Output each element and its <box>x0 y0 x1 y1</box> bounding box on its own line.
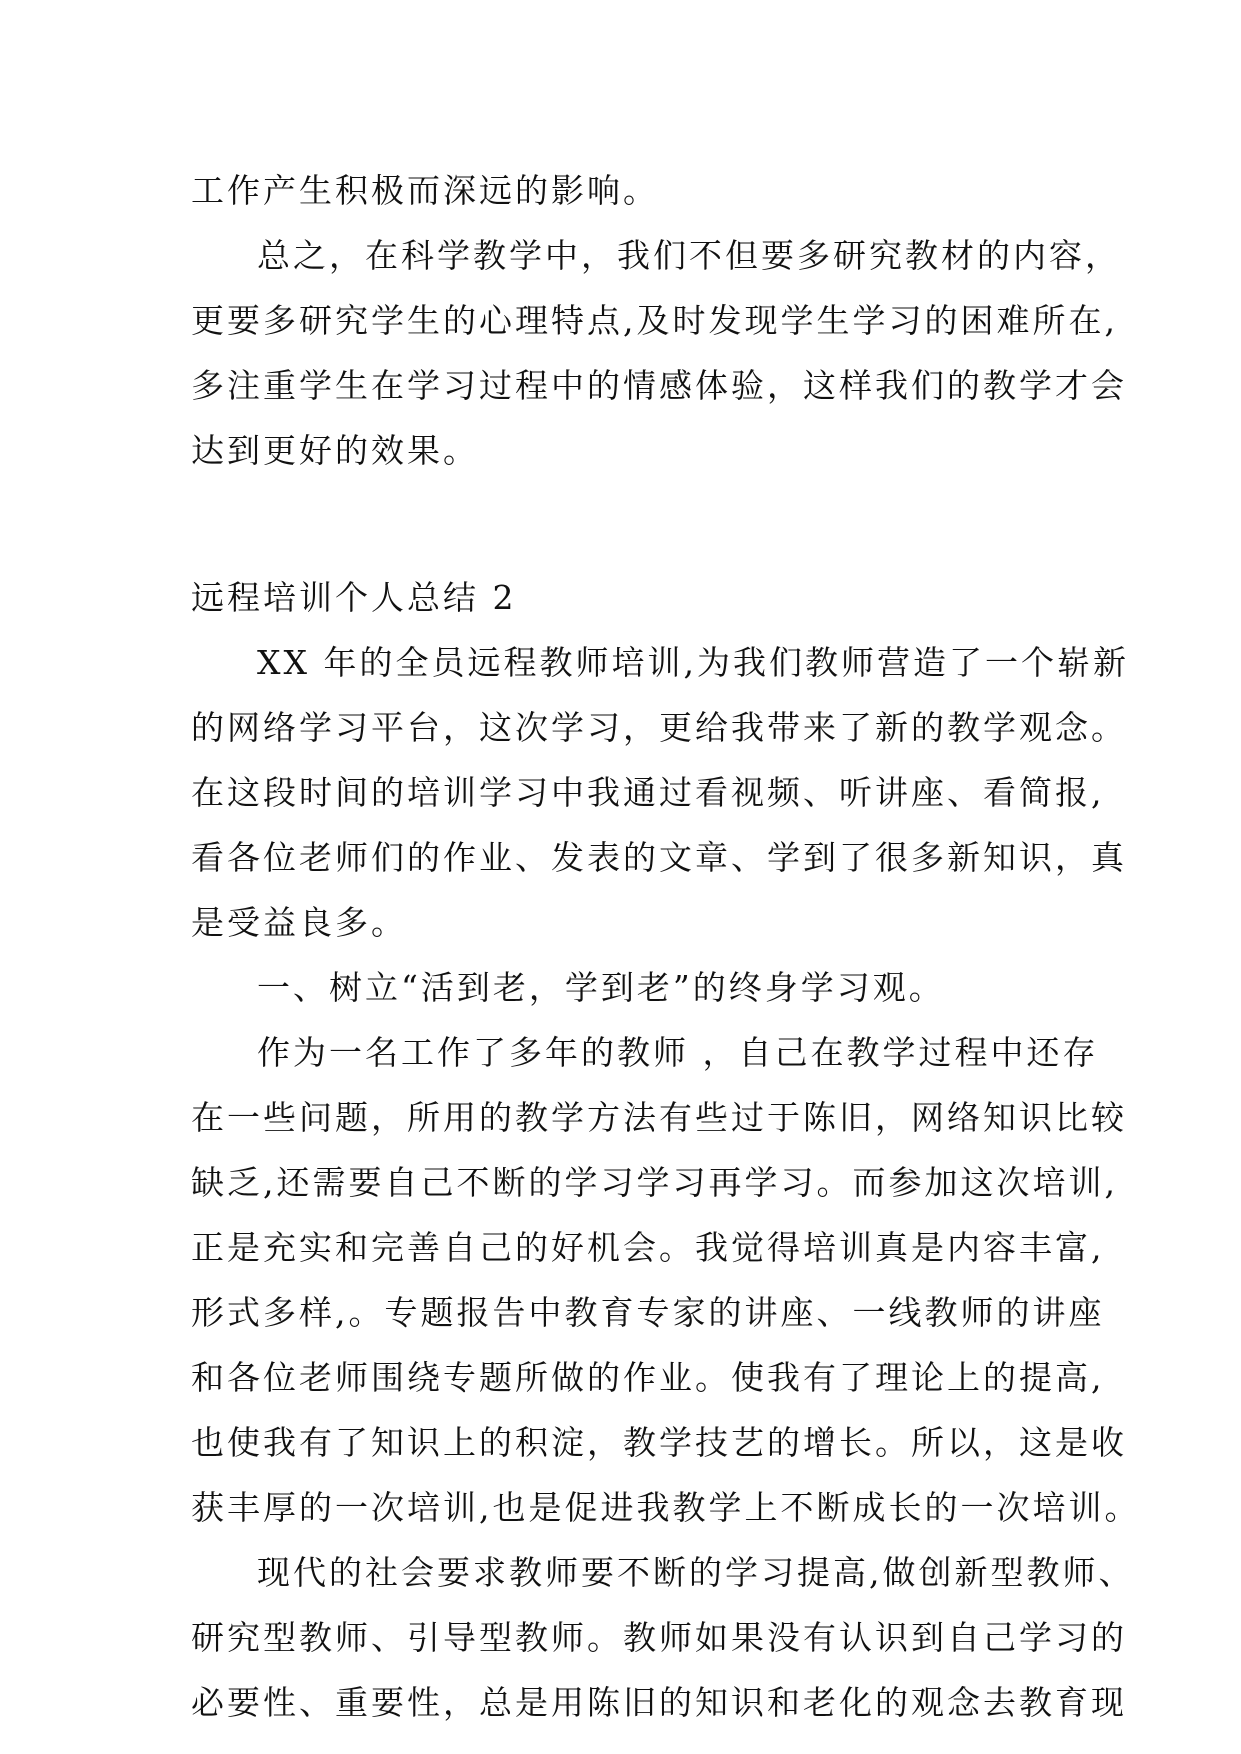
subheading-line: 一、树立“活到老，学到老”的终身学习观。 <box>257 968 945 1007</box>
text-line: 的网络学习平台，这次学习，更给我带来了新的教学观念。 <box>191 708 1127 747</box>
text-line: 看各位老师们的作业、发表的文章、学到了很多新知识，真 <box>191 838 1127 877</box>
text-line: 必要性、重要性，总是用陈旧的知识和老化的观念去教育现 <box>191 1683 1127 1722</box>
text-line: 也使我有了知识上的积淀，教学技艺的增长。所以，这是收 <box>191 1423 1127 1462</box>
section-gap <box>191 483 1071 565</box>
text-line: 在一些问题，所用的教学方法有些过于陈旧，网络知识比较 <box>191 1098 1127 1137</box>
paragraph-start-line: 现代的社会要求教师要不断的学习提高,做创新型教师、 <box>257 1553 1135 1592</box>
document-body <box>191 158 1141 1735</box>
paragraph-start-line: 总之，在科学教学中，我们不但要多研究教材的内容， <box>257 236 1121 275</box>
text-line: 是受益良多。 <box>191 903 407 942</box>
text-line: 和各位老师围绕专题所做的作业。使我有了理论上的提高, <box>191 1358 1105 1397</box>
text-line: 缺乏,还需要自己不断的学习学习再学习。而参加这次培训, <box>191 1163 1118 1202</box>
paragraph-start-line: 作为一名工作了多年的教师 ，自己在教学过程中还存 <box>257 1033 1099 1072</box>
text-line: 获丰厚的一次培训,也是促进我教学上不断成长的一次培训。 <box>191 1488 1141 1527</box>
text-line: 形式多样,。专题报告中教育专家的讲座、一线教师的讲座 <box>191 1293 1105 1332</box>
paragraph-start-line: XX 年的全员远程教师培训,为我们教师营造了一个崭新 <box>257 643 1129 682</box>
text-line: 正是充实和完善自己的好机会。我觉得培训真是内容丰富, <box>191 1228 1105 1267</box>
section-heading: 远程培训个人总结 2 <box>191 578 517 617</box>
text-line: 工作产生积极而深远的影响。 <box>191 171 659 210</box>
text-line: 研究型教师、引导型教师。教师如果没有认识到自己学习的 <box>191 1618 1127 1657</box>
text-line: 在这段时间的培训学习中我通过看视频、听讲座、看简报, <box>191 773 1105 812</box>
text-line: 更要多研究学生的心理特点,及时发现学生学习的困难所在, <box>191 301 1118 340</box>
text-line: 多注重学生在学习过程中的情感体验，这样我们的教学才会 <box>191 366 1127 405</box>
text-line: 达到更好的效果。 <box>191 431 479 470</box>
